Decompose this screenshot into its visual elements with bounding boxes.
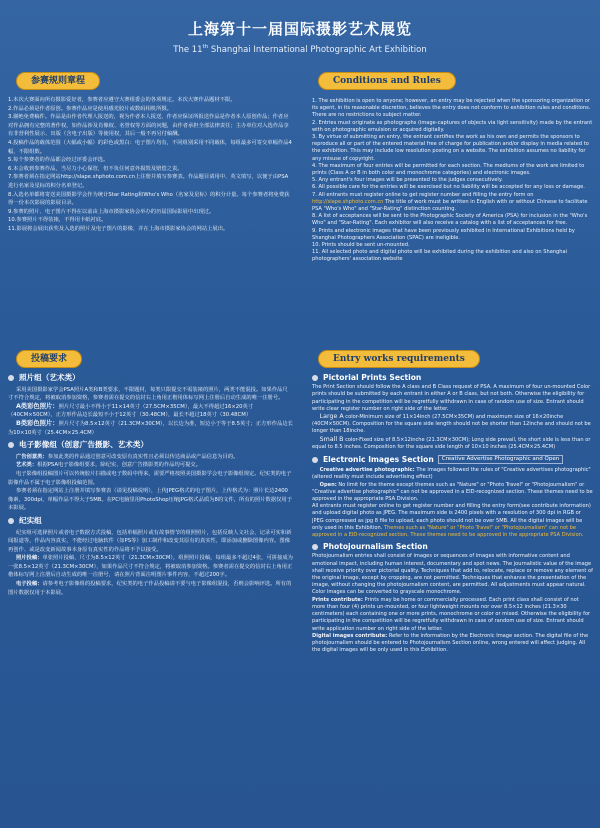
print-cn-b: B类彩色照片：照片尺寸为8.5×12英寸（21.3CM×30CM），以长边为准，短边小于等于8.5英寸；正方形作品边长为10×10英寸（25.4CM×25.4CM） bbox=[8, 419, 293, 436]
requirements-en-body bbox=[312, 374, 593, 654]
pj-en-p1: Photojournalism entries shall consist of images or sequences of images with informative content and emotional impact, including human interest, documentary and spot news. The journalistic value of the image shall receive priority over pictorial quality. Techniques that add to, relocate, replace or remove any element of the original image, except by cropping, are not permitted. Techniques that enhance the presentation of the image, without changing the photojournalism content, are permitted. All adjustments must appear natural. Color images can be converted to grayscale monochrome. bbox=[312, 553, 593, 596]
pj-cn-p2: 照片投稿：单张照片投稿，尺寸为8.5×12英寸（21.3CM×30CM），组照照片投稿，每组最多不超过4张，可拼接成为一张8.5×12英寸（21.3CM×30CM），如果作品尺寸不符合规定，将被取消参加资格。参赛者需在提交的信封右上角用正楷体标写网上注册后自动生成的唯一注册号，请在照片背面注明图片事件内容，不超过200字。 bbox=[8, 555, 293, 579]
pj-cn-p3: 电子投稿：请参考电子影像组的投稿要求，纪实类的电子作品投稿请不要与电子影像组混投，否则会影响评选。所有的图片数据仅用于本影展。 bbox=[8, 581, 292, 596]
rule-en-6: 6. All possible care for the entries will be exercised but no liability will be accepted for any loss or damage. bbox=[312, 184, 585, 191]
pic-en-a: Large A color-Minimum size of 11×14inch (27.5CM×35CM) and maximum size of 16×20inche (40CM×50CM). Composition for the square side length should not be shorter than 12inche and should not be longer than 18inche. bbox=[312, 413, 591, 435]
elec-en-p1: Creative advertise photographic: The images followed the rules of "Creative advertises photographic" (altered reality must include advertising effect) bbox=[312, 467, 591, 481]
rule-cn-9: 9.参赛的照片、电子图片不得在以前由上海市摄影家协会举办的历届国际影展中出现过。 bbox=[8, 208, 215, 215]
bullet-icon bbox=[312, 457, 318, 463]
electronic-section-heading: Electronic Images Section Creative Advertise Photographic and Open bbox=[312, 455, 593, 464]
pictorial-section-heading: Pictorial Prints Section bbox=[312, 374, 593, 381]
rule-en-5: 5. Any entrant's four images will be presented to the judges consecutively. bbox=[312, 177, 503, 184]
rule-en-1: 1. The exhibition is open to anyone; however, an entry may be rejected when the sponsoring organization or its agent, in its reasonable discretion, believes the entry does not conform to exhibition rules and conditions. There are no restrictions to subject matter. bbox=[312, 98, 591, 119]
pic-en-p1: The Print Section should follow the A class and B Class request of PSA. A maximum of four un-mounted Color prints should be submitted by each entrant in either A or B class, but not both. Otherwise the eligibility for participating in the competition will be regretfully withdrawn in case of random use of size. Entrant should write clear register number on right side of the letter. bbox=[312, 384, 591, 412]
rule-cn-4: 4.投稿作品的载体范围（大幅或小幅）的彩色或黑白：电子图片均有，不同组别采用不同载体，每组最多可寄交单幅作品4幅，不限组数。 bbox=[8, 139, 292, 155]
rule-cn-1: 1.本次大赛面向所有摄影爱好者，参赛者应遵守大赛组委会的各项规定。本次大赛作品题材不限。 bbox=[8, 97, 236, 103]
elec-cn-p4: 参赛者须在指定网站上注册并填写参赛表（请见投稿说明），上传JPEG格式的电子图片，上传格式为：照片长边2400像素，300dpi，单幅作品不得大于5MB。在PC电脑里用PhotoShop压缩JPG格式品质为8的文件，所有的照片数据仅用于本影展。 bbox=[8, 488, 293, 512]
entry-website-link[interactable]: http://slape.shphoto.com.cn bbox=[312, 198, 384, 205]
rule-en-10: 10. Prints should be sent un-mounted. bbox=[312, 242, 410, 249]
rule-en-2: 2. Entries must originate as photographs (image-captures of objects via light sensitivity) made by the entrant with on photographic emulsion or acquired digitally. bbox=[312, 119, 593, 133]
title-en-prefix: The 11 bbox=[173, 44, 203, 55]
rules-en-list bbox=[312, 98, 593, 264]
pic-en-b: Small B color-Fixed size of 8.5×12inche (21.3CM×30CM); Long side prevail, the short side is less than or equal to 8.5 inches. Composition for the square side length of 10×10 inches (25.4CM×25.4CM) bbox=[312, 435, 591, 450]
requirements-en-title: Entry works requirements bbox=[318, 350, 480, 368]
pj-en-p2: Prints contribute: Prints may be home or commercially processed. Each print class shall consist of not more than four (4) prints un-mounted, or four lightweight mounts nor over 8.5×12 inches (21.3×30 centimeters) each containing one or more prints, monochrome or color or mixed. Otherwise the eligibility for participating in the competition will be regretfully withdrawn in case of random use of size. Entrant should write application number on right side of the letter. bbox=[312, 596, 591, 632]
rule-en-3: 3. By virtue of submitting an entry, the entrant certifies the work as his own and permits the sponsors to reproduce all or part of the entered material free of charge for publication and/or display in media related to the exhibition. This may include low resolution posting on a website. The exhibition assumes no liability for any misuse of copyright. bbox=[312, 134, 589, 162]
rule-cn-7: 7.参赛者须在指定网站http://slape.shphoto.com.cn上注册并填写参赛表。作品题目请用中、英文填写，以便于由PSA进行名家及星标的积分名单登记。 bbox=[8, 174, 289, 189]
print-cn-p1: 采用美国摄影家学会PSA照片A类和B类要求，不限题材，每类只限提交不需装裱的照片，两类不能混投。如果作品尺寸不符合规定，将被取消参加资格，参赛者需在提交的信封右上角用正楷用体标写网上注册后自动生成的唯一注册号。 bbox=[8, 386, 288, 402]
rules-cn-list bbox=[8, 96, 293, 234]
pj-cn-p1: 纪实组可选择照片或者电子数据方式投稿，包括单幅照片或有故事情节的组照照片，包括反映人文社会、记录可实和新闻报道等，作品内容真实，不能经过电脑软件（如PS等）加工制作和改变其原有的真实性，即添加或删除图像内容。图像再创作、或是改变新闻故事本身原有真实性的作品将不予以接受。 bbox=[8, 529, 292, 553]
requirements-cn-body bbox=[8, 374, 293, 597]
elec-cn-p3: 电子影像组投稿图片可以传统胶片扫描或电子数码中得来，需要严格按照美国摄影学会电子影像组规定。纪实类的电子影像作品不属于电子影像组投稿范围。 bbox=[8, 470, 292, 486]
electronic-section-note: Creative Advertise Photographic and Open bbox=[438, 455, 563, 464]
rule-cn-2: 2.作品必须是作者原创。参赛作品应是使用感光胶片或数码相机所摄。 bbox=[8, 105, 172, 112]
elec-cn-p1: 广告创意类：参加此类的作品通过创意可改变原有真实性且必须以传达商品或产品信息为目的。 bbox=[15, 453, 239, 460]
photojournalism-section-cn-heading: 纪实组 bbox=[8, 517, 293, 526]
bullet-icon bbox=[312, 544, 318, 550]
title-en-rest: Shanghai International Photographic Art Exhibition bbox=[208, 44, 427, 55]
print-section-cn-heading: 照片组（艺术类） bbox=[8, 374, 293, 383]
print-cn-a: A类彩色照片：照片尺寸最小不得小于11×14英寸（27.5CM×35CM），最大不得超过16×20英寸（40CM×50CM），正方形作品边长最短不小于12英寸（30.48CM），最长不超过18英寸（30.48CM） bbox=[8, 402, 254, 419]
electronic-section-cn-heading: 电子影像组（创意广告摄影、艺术类） bbox=[8, 441, 293, 450]
rule-en-9: 9. Prints and electronic images that have been previously exhibited in International Exhibitions held by Shanghai Photographers Association (SPAC) are ineligible. bbox=[312, 227, 575, 241]
bullet-icon bbox=[8, 375, 14, 381]
rule-cn-6: 6.本会收到参赛作品，当尽力小心保管，但不负任何意外损毁及赔偿之责。 bbox=[8, 165, 183, 172]
rules-en-title: Conditions and Rules bbox=[318, 72, 456, 90]
bullet-icon bbox=[8, 442, 14, 448]
elec-cn-p2: 艺术类：根据PSA电子影像组要求，除纪实、创意广告摄影类的作品均可提交。 bbox=[15, 462, 202, 469]
rule-cn-11: 11.影展将会展出获奖及入选的照片及电子图片的影像，并在上海市摄影家协会的网站上展出。 bbox=[8, 225, 229, 232]
rule-en-8: 8. A list of acceptances will be sent to the Photographic Society of America (PSA) for inclusion in the "Who's Who" and "Star-Rating". Each exhibitor will also receive a catalog with a list of acceptances for free. bbox=[312, 213, 588, 227]
title-en-sup: th bbox=[202, 44, 209, 50]
header bbox=[0, 0, 600, 62]
rule-cn-5: 5.每个参赛者的作品都会经过评委会评选。 bbox=[8, 157, 109, 164]
requirements-en-section bbox=[312, 346, 593, 824]
rule-en-11: 11. All selected photo and digital photo will be exhibited during the exhibition and also on Shanghai photographers' association website bbox=[312, 249, 568, 263]
photojournalism-section-heading: Photojournalism Section bbox=[312, 543, 593, 550]
title-chinese: 上海第十一届国际摄影艺术展览 bbox=[187, 20, 412, 38]
elec-en-p3: All entrants must register online to get register number and filling the entry form(see contribute information) and upload digital photo as JPEG. The maximum side is 2400 pixels with a resolution of 300 dpi in RGB or JPEG compressed as jpg 8 file to upload, each photo should not be over 5MB. All the digital images will be only used in this Exhibition. Themes such as "Nature" or "Photo Travel" or "Photojournalism" can not be approved in a EID-recognized section. These themes need to be approved in the appropriate PSA Division. bbox=[312, 503, 591, 539]
rules-cn-section bbox=[8, 68, 293, 330]
requirements-cn-section bbox=[8, 346, 293, 824]
elec-en-p2: Open: No limit for the theme except themes such as "Nature" or "Photo Travel" or "Photojournalism" or "Creative advertise photographic" can not be approved in a EID-recognized section. These themes need to be approved in the appropriate PSA Division. bbox=[312, 481, 593, 503]
rule-cn-10: 10.参赛照片不得装裱，不得用卡纸衬底。 bbox=[8, 217, 107, 224]
bullet-icon bbox=[8, 518, 14, 524]
pj-en-p3: Digital images contribute: Refer to the information by the Electronic Image section. The digital file of the photojournalism should be entered to Photojournalism Section online, wrong entered will affect judging. All the digital images will be only used in this Exhibition. bbox=[312, 632, 589, 654]
rule-en-7: 7. All entrants must register online to get register number and filling the entry form on http://slape.shphoto.com.cn The title of work must be written in English with or without Chinese to facilitate PSA "Who's Who" and "Star-Rating" distinction counting. bbox=[312, 191, 588, 213]
bullet-icon bbox=[312, 375, 318, 381]
rule-cn-8: 8.入选名单都将寄送美国摄影学会作为统计Star Rating和Who's Who（名家及星标）的积分计量。每个参赛者将免费获得一份本次影展的影展目录。 bbox=[8, 191, 290, 207]
title-english bbox=[0, 44, 600, 55]
rules-cn-title: 参赛规则章程 bbox=[16, 72, 100, 90]
rule-en-4: 4. The maximum of four entries will be permitted for each section. The mediums of the work are limited to prints (Class A or B in both color and monochrome categories) and electronic images. bbox=[312, 162, 585, 177]
rule-cn-3: 3.谢绝免费稿件。作品是由作者代理人报送的，视为作者本人报送，作者应保证所报送作品是作者本人原创作品；作者应对作品拥有完整的著作权，如作品涉及肖像权、名誉权等方面的问题，由作者承担全部法律责任；主办单位对入选作品享有非营利性展示、出版（含电子出版）等使用权，其后一般不再另付稿酬。 bbox=[8, 114, 289, 138]
rules-en-section bbox=[312, 68, 593, 336]
requirements-cn-title: 投稿要求 bbox=[16, 350, 82, 368]
